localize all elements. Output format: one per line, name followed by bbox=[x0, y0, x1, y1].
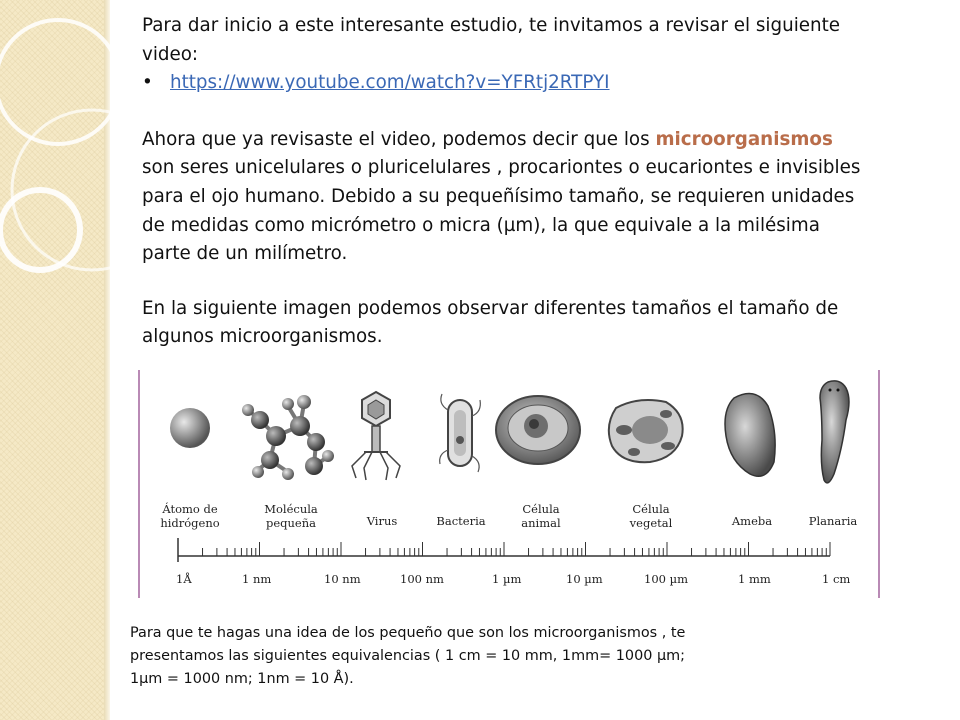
scale-label-100nm: 100 nm bbox=[400, 572, 444, 586]
scale-label-1um: 1 µm bbox=[492, 572, 522, 586]
scale-label-100um: 100 µm bbox=[644, 572, 688, 586]
bacterium-icon bbox=[440, 394, 481, 472]
caption-celula-animal bbox=[508, 502, 574, 530]
caption-bacteria: Bacteria bbox=[436, 514, 486, 528]
paragraph-2-text: Ahora que ya revisaste el video, podemos decir que los bbox=[142, 128, 656, 150]
main-text bbox=[142, 12, 912, 352]
highlight-microorganismos: microorganismos bbox=[655, 128, 833, 150]
caption-atomo-line-2: hidrógeno bbox=[160, 516, 220, 530]
organism-illustrations bbox=[138, 370, 880, 598]
caption-celula-vegetal bbox=[618, 502, 684, 530]
scale-label-10nm: 10 nm bbox=[324, 572, 361, 586]
caption-celula-animal-line-2: animal bbox=[521, 516, 561, 530]
caption-planaria: Planaria bbox=[808, 514, 858, 528]
plant-cell-icon bbox=[609, 400, 683, 462]
planarian-icon bbox=[820, 381, 849, 483]
scale-label-1mm: 1 mm bbox=[738, 572, 771, 586]
paragraph-2-line-1 bbox=[142, 126, 912, 155]
caption-celula-vegetal-line-2: vegetal bbox=[629, 516, 673, 530]
caption-celula-vegetal-line-1: Célula bbox=[632, 502, 670, 516]
paragraph-3-line-2: algunos microorganismos. bbox=[142, 326, 383, 348]
animal-cell-icon bbox=[496, 396, 580, 464]
caption-celula-animal-line-1: Célula bbox=[522, 502, 560, 516]
scale-ticks bbox=[178, 542, 830, 556]
scale-label-10um: 10 µm bbox=[566, 572, 603, 586]
intro-line-1: Para dar inicio a este interesante estudio, te invitamos a revisar el siguiente bbox=[142, 15, 841, 36]
molecule-atoms bbox=[242, 395, 334, 480]
equivalences-paragraph bbox=[130, 622, 890, 691]
decorative-circles bbox=[0, 0, 140, 400]
size-scale-figure bbox=[138, 370, 880, 598]
caption-atomo bbox=[140, 502, 240, 530]
equivalences-line-2: presentamos las siguientes equivalencias ( 1 cm = 10 mm, 1mm= 1000 µm; bbox=[130, 648, 685, 664]
paragraph-2-line-2: son seres unicelulares o pluricelulares , procariontes o eucariontes e invisibles bbox=[142, 157, 861, 179]
amoeba-icon bbox=[725, 394, 775, 477]
equivalences-line-1: Para que te hagas una idea de los pequeño que son los microorganismos , te bbox=[130, 625, 686, 641]
video-link-item bbox=[142, 69, 912, 98]
hydrogen-atom-icon bbox=[170, 408, 210, 448]
scale-label-1a: 1Å bbox=[176, 572, 192, 586]
paragraph-3-line-1: En la siguiente imagen podemos observar diferentes tamaños el tamaño de bbox=[142, 297, 839, 319]
scale-label-1cm: 1 cm bbox=[822, 572, 851, 586]
caption-ameba: Ameba bbox=[731, 514, 773, 528]
paragraph-2-line-4: de medidas como micrómetro o micra (µm), la que equivale a la milésima bbox=[142, 214, 820, 236]
bullet-icon: • bbox=[142, 72, 153, 94]
equivalences-line-3: 1µm = 1000 nm; 1nm = 10 Å). bbox=[130, 671, 354, 687]
virus-icon bbox=[352, 392, 400, 480]
caption-molecula bbox=[246, 502, 336, 530]
caption-molecula-line-2: pequeña bbox=[265, 516, 316, 530]
scale-label-1nm: 1 nm bbox=[242, 572, 272, 586]
caption-molecula-line-1: Molécula bbox=[264, 502, 318, 516]
paragraph-2-line-5: parte de un milímetro. bbox=[142, 243, 348, 265]
paragraph-2-line-3: para el ojo humano. Debido a su pequeñísimo tamaño, se requieren unidades bbox=[142, 185, 855, 207]
caption-atomo-line-1: Átomo de bbox=[162, 502, 218, 516]
video-link[interactable]: https://www.youtube.com/watch?v=YFRtj2RTPYI bbox=[170, 72, 610, 94]
intro-line-2: video: bbox=[142, 43, 199, 65]
caption-virus: Virus bbox=[366, 514, 398, 528]
